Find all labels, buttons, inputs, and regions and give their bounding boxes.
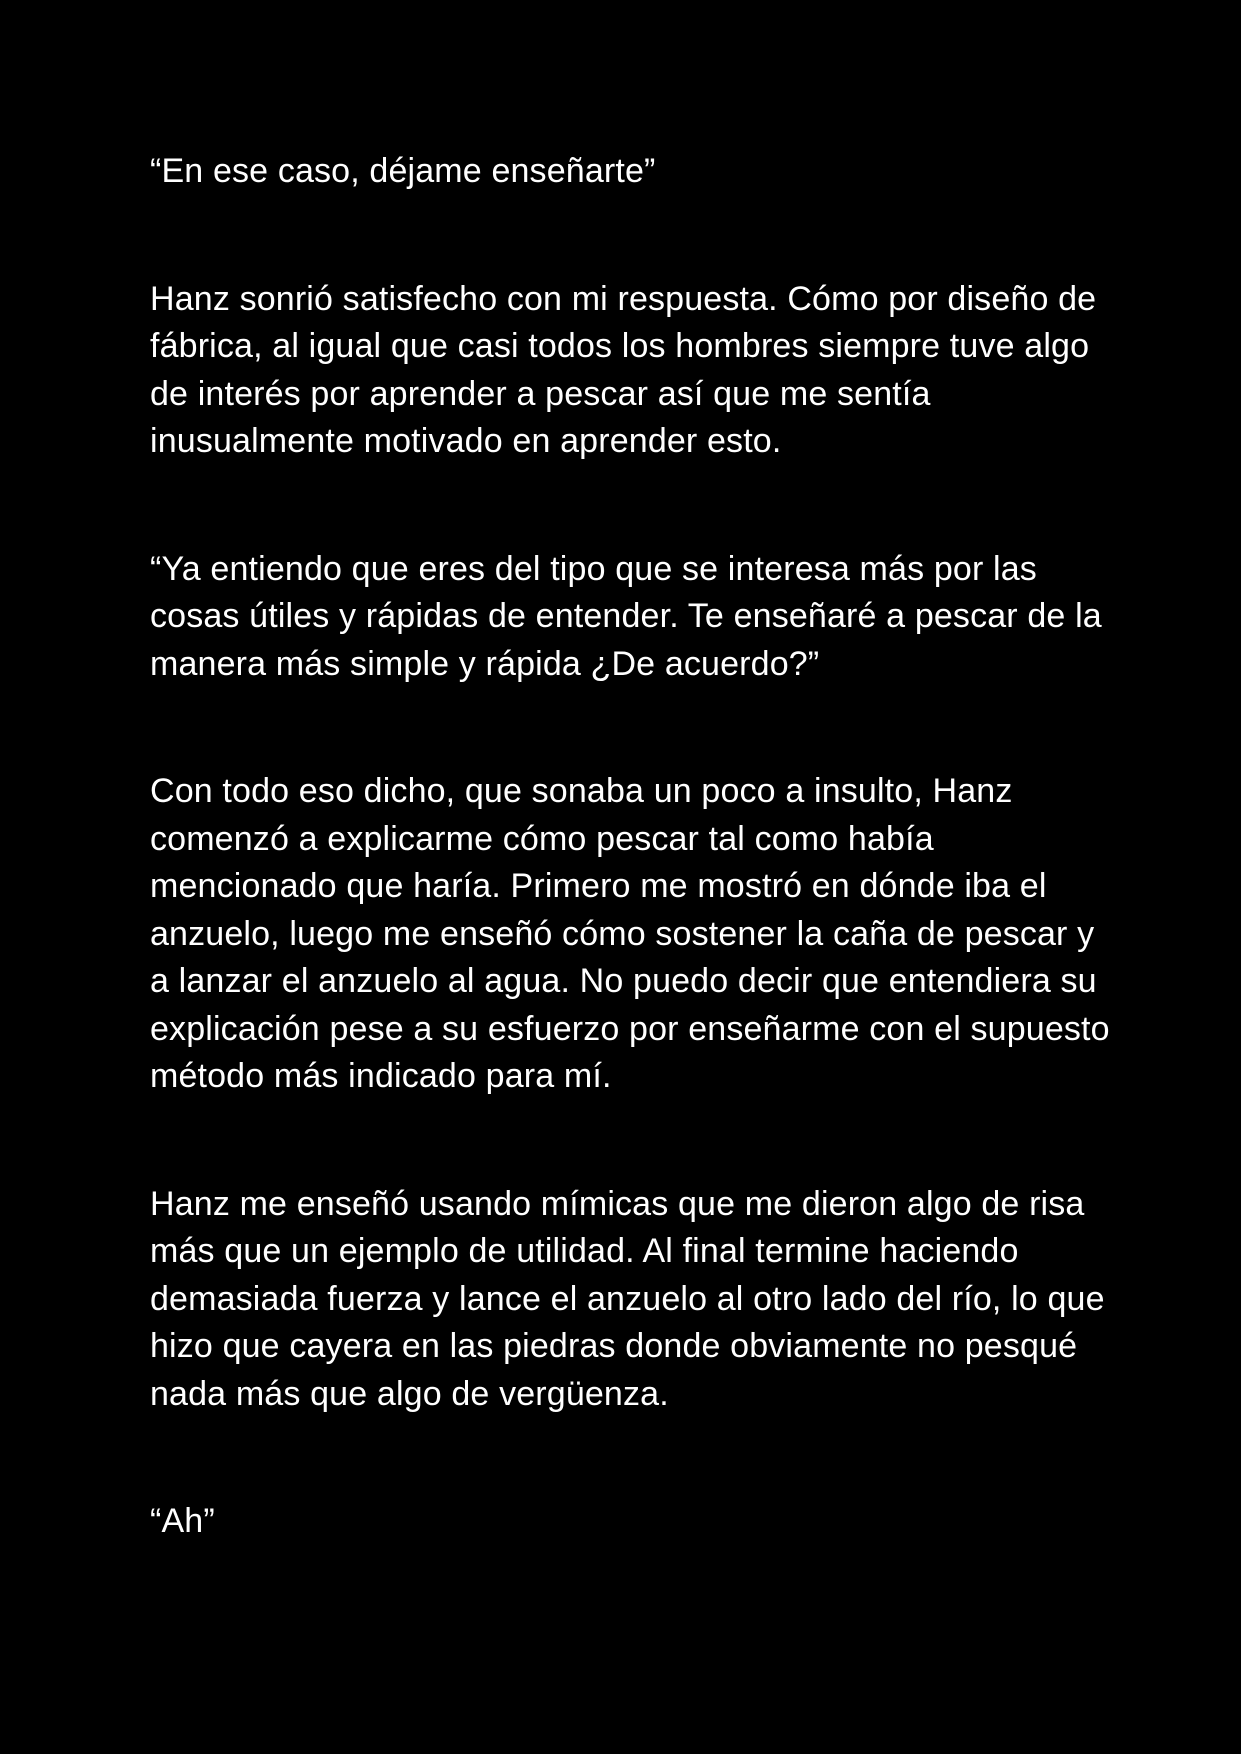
paragraph-dialogue-1: “En ese caso, déjame enseñarte” (150, 152, 656, 190)
paragraph-dialogue-2: “Ya entiendo que eres del tipo que se interesa más por las cosas útiles y rápidas de entender. Te enseñaré a pescar de la manera más simple y rápida ¿De acuerdo?” (150, 549, 1102, 683)
paragraph-narration-3: Hanz me enseñó usando mímicas que me dieron algo de risa más que un ejemplo de utilidad. Al final termine haciendo demasiada fuerza y lance el anzuelo al otro lado del río, lo que hizo que cayera en las piedras donde obviamente no pesqué nada más que algo de vergüenza. (150, 1184, 1105, 1413)
paragraph-narration-1: Hanz sonrió satisfecho con mi respuesta. Cómo por diseño de fábrica, al igual que casi todos los hombres siempre tuve algo de interés por aprender a pescar así que me sentía inusualmente motivado en aprender esto. (150, 279, 1097, 460)
document-page (150, 148, 1110, 1546)
paragraph-narration-2: Con todo eso dicho, que sonaba un poco a insulto, Hanz comenzó a explicarme cómo pescar tal como había mencionado que haría. Primero me mostró en dónde iba el anzuelo, luego me enseñó cómo sostener la caña de pescar y a lanzar el anzuelo al agua. No puedo decir que entendiera su explicación pese a su esfuerzo por enseñarme con el supuesto método más indicado para mí. (150, 772, 1110, 1095)
paragraph-dialogue-3: “Ah” (150, 1502, 215, 1540)
